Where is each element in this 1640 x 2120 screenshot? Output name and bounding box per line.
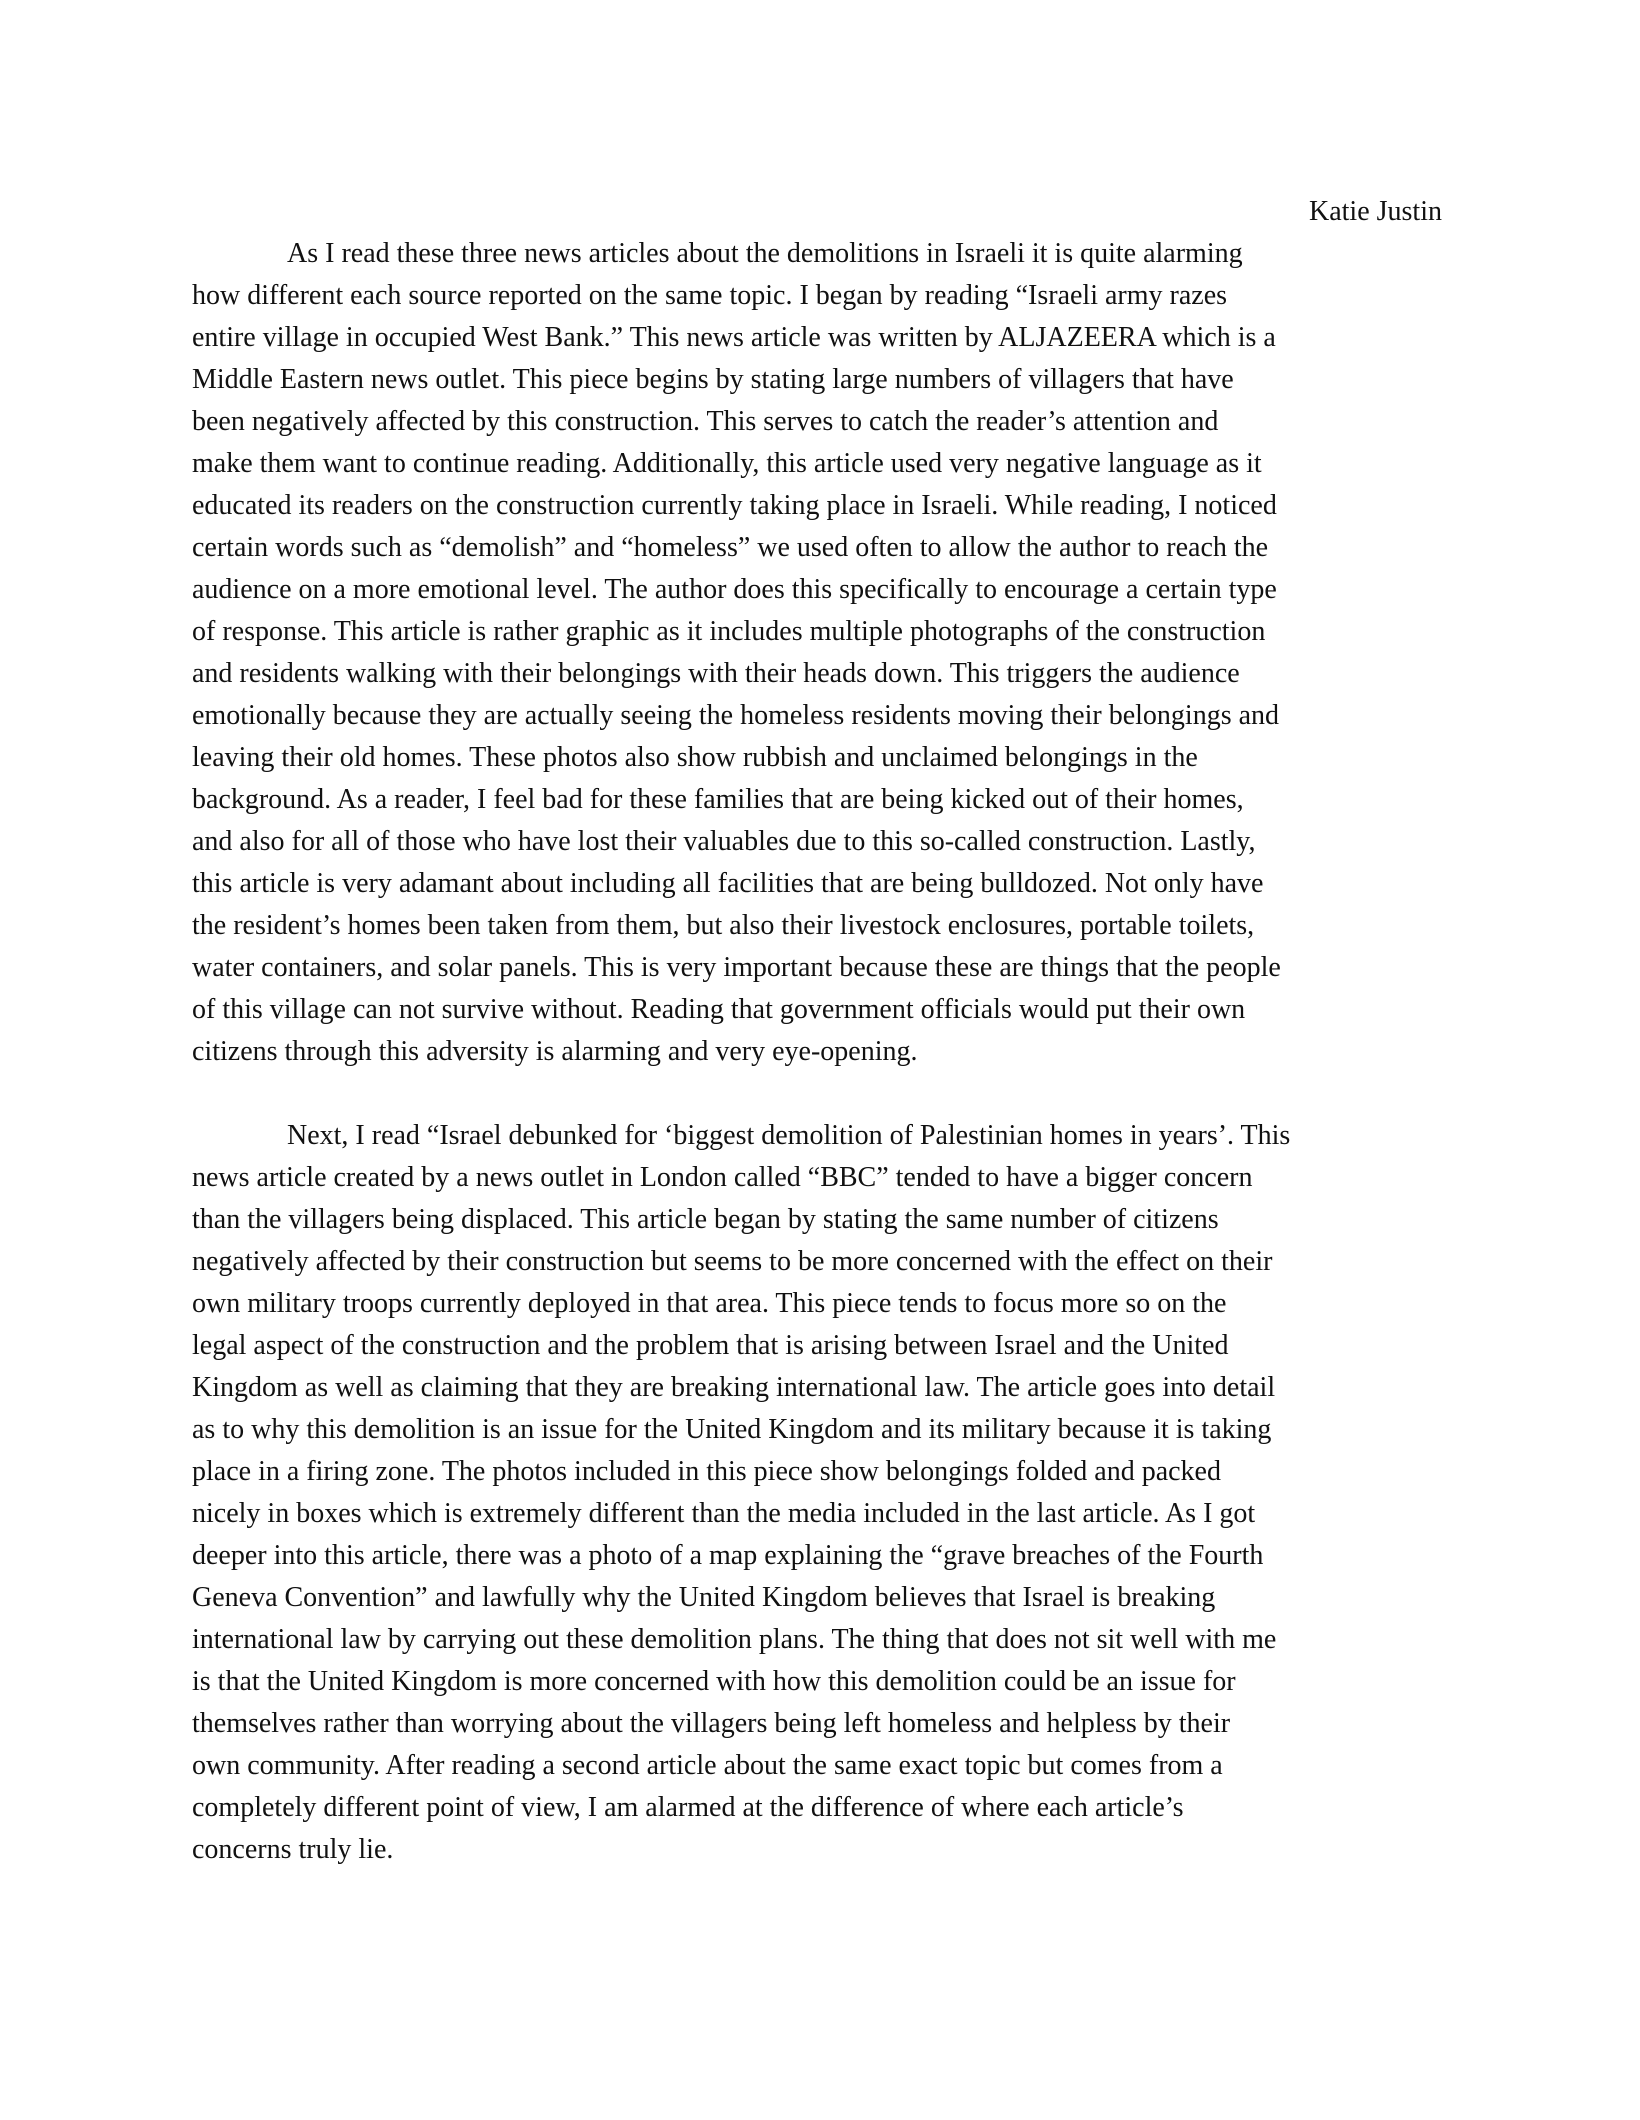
text-line: certain words such as “demolish” and “homeless” we used often to allow the author to reach the (192, 532, 1269, 563)
text-line: citizens through this adversity is alarming and very eye-opening. (192, 1036, 918, 1067)
paragraph-2 (192, 1115, 1452, 1871)
text-line: leaving their old homes. These photos also show rubbish and unclaimed belongings in the (192, 742, 1198, 773)
text-line: emotionally because they are actually seeing the homeless residents moving their belongings and (192, 700, 1280, 731)
paragraph-gap (192, 1073, 1452, 1115)
text-line: water containers, and solar panels. This is very important because these are things that the people (192, 952, 1281, 983)
text-line: audience on a more emotional level. The author does this specifically to encourage a certain type (192, 574, 1277, 605)
text-line: entire village in occupied West Bank.” This news article was written by ALJAZEERA which is a (192, 322, 1276, 353)
text-line: is that the United Kingdom is more concerned with how this demolition could be an issue for (192, 1666, 1236, 1697)
text-line: of this village can not survive without. Reading that government officials would put their own (192, 994, 1246, 1025)
text-line: nicely in boxes which is extremely different than the media included in the last article. As I got (192, 1498, 1256, 1529)
author-name: Katie Justin (1309, 196, 1442, 227)
text-line: concerns truly lie. (192, 1834, 394, 1865)
text-line: own military troops currently deployed in that area. This piece tends to focus more so on the (192, 1288, 1227, 1319)
text-line: and also for all of those who have lost their valuables due to this so-called construction. Lastly, (192, 826, 1256, 857)
text-line: Next, I read “Israel debunked for ‘biggest demolition of Palestinian homes in years’. This (287, 1120, 1291, 1151)
text-line: international law by carrying out these demolition plans. The thing that does not sit well with me (192, 1624, 1277, 1655)
text-line: legal aspect of the construction and the problem that is arising between Israel and the United (192, 1330, 1229, 1361)
text-line: been negatively affected by this construction. This serves to catch the reader’s attention and (192, 406, 1219, 437)
text-line: Middle Eastern news outlet. This piece begins by stating large numbers of villagers that have (192, 364, 1234, 395)
text-line: Kingdom as well as claiming that they are breaking international law. The article goes into detail (192, 1372, 1276, 1403)
paragraph-1 (192, 233, 1452, 1073)
text-line: Geneva Convention” and lawfully why the United Kingdom believes that Israel is breaking (192, 1582, 1216, 1613)
text-line: own community. After reading a second article about the same exact topic but comes from a (192, 1750, 1223, 1781)
text-line: completely different point of view, I am alarmed at the difference of where each article’s (192, 1792, 1184, 1823)
text-line: of response. This article is rather graphic as it includes multiple photographs of the construction (192, 616, 1266, 647)
text-line: As I read these three news articles about the demolitions in Israeli it is quite alarming (287, 238, 1243, 269)
text-line: educated its readers on the construction currently taking place in Israeli. While reading, I noticed (192, 490, 1277, 521)
text-line: make them want to continue reading. Additionally, this article used very negative language as it (192, 448, 1262, 479)
text-line: the resident’s homes been taken from them, but also their livestock enclosures, portable toilets, (192, 910, 1255, 941)
text-line: background. As a reader, I feel bad for these families that are being kicked out of their homes, (192, 784, 1244, 815)
text-line: negatively affected by their construction but seems to be more concerned with the effect on their (192, 1246, 1273, 1277)
text-line: place in a firing zone. The photos included in this piece show belongings folded and packed (192, 1456, 1221, 1487)
text-line: news article created by a news outlet in London called “BBC” tended to have a bigger concern (192, 1162, 1253, 1193)
text-line: how different each source reported on the same topic. I began by reading “Israeli army razes (192, 280, 1228, 311)
text-line: as to why this demolition is an issue for the United Kingdom and its military because it is taking (192, 1414, 1272, 1445)
text-line: and residents walking with their belongings with their heads down. This triggers the audience (192, 658, 1240, 689)
text-line: than the villagers being displaced. This article began by stating the same number of citizens (192, 1204, 1219, 1235)
text-line: deeper into this article, there was a photo of a map explaining the “grave breaches of the Fourth (192, 1540, 1264, 1571)
text-line: this article is very adamant about including all facilities that are being bulldozed. Not only have (192, 868, 1264, 899)
text-line: themselves rather than worrying about the villagers being left homeless and helpless by their (192, 1708, 1231, 1739)
essay-body (192, 233, 1452, 1871)
